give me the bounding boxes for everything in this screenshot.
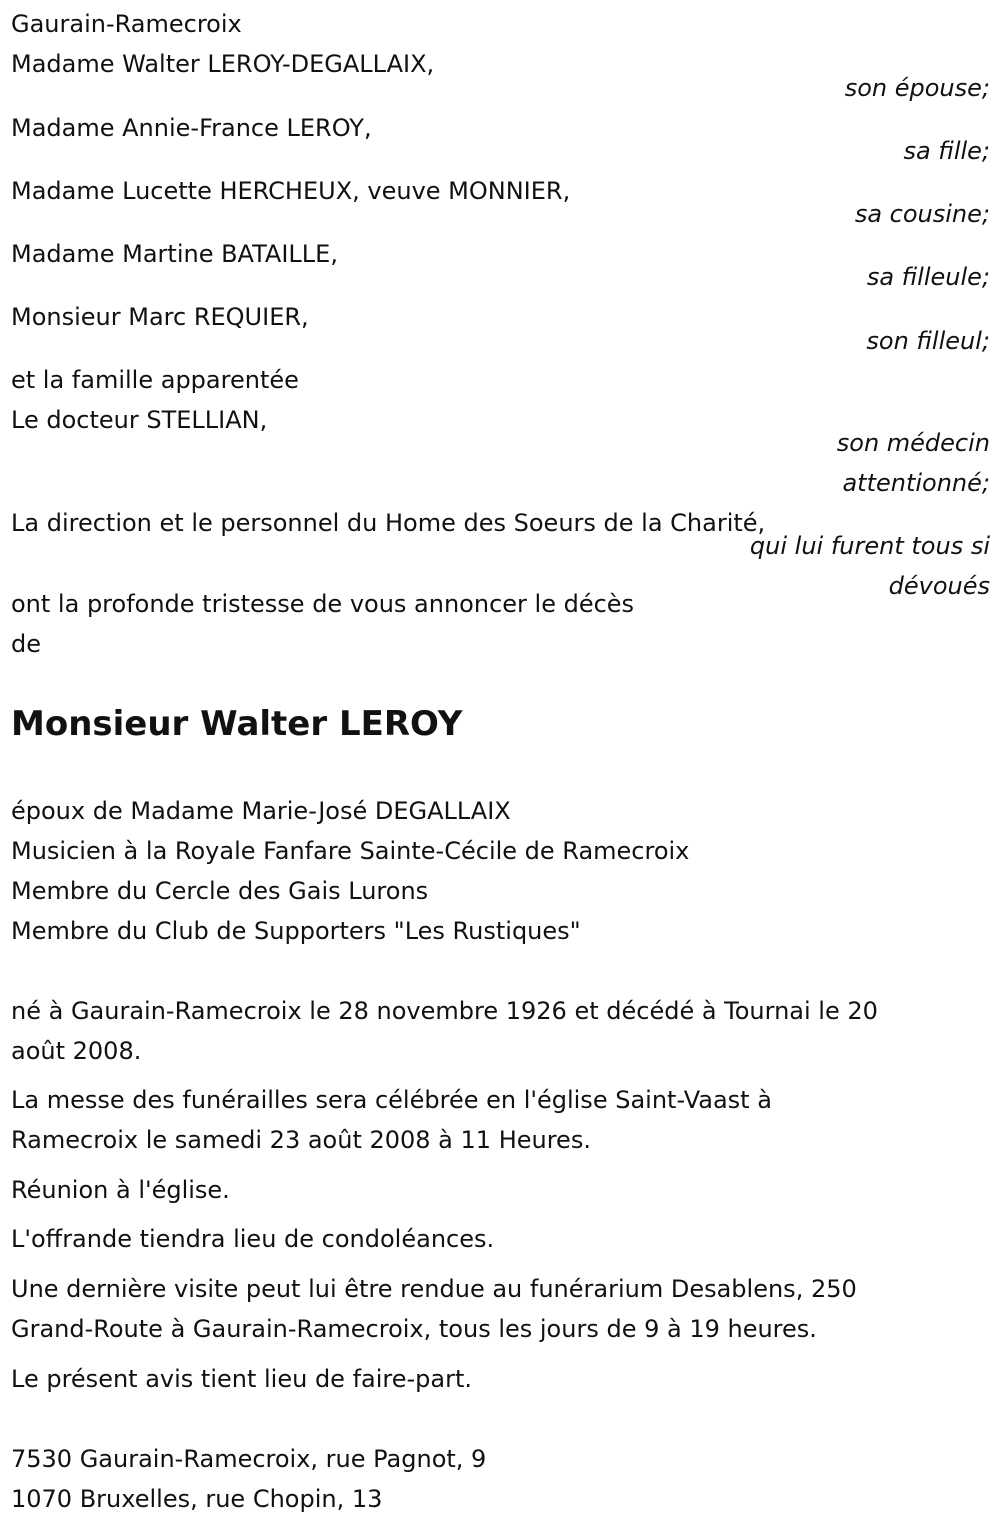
family-line: et la famille apparentée — [11, 366, 299, 394]
staff-relation: qui lui furent tous si — [749, 532, 990, 560]
mourner-relation: sa fille; — [903, 137, 990, 165]
detail-line: Membre du Club de Supporters "Les Rustiques" — [11, 917, 581, 945]
doctor-relation: attentionné; — [842, 469, 990, 497]
birth-death-text: août 2008. — [11, 1037, 142, 1065]
mourner-relation: son épouse; — [844, 74, 990, 102]
staff-relation: dévoués — [888, 572, 990, 600]
funeral-text: La messe des funérailles sera célébrée en l'église Saint-Vaast à — [11, 1086, 772, 1114]
staff-name: La direction et le personnel du Home des Soeurs de la Charité, — [11, 509, 766, 537]
visit-text: Une dernière visite peut lui être rendue au funérarium Desablens, 250 — [11, 1275, 857, 1303]
mourner-name: Madame Walter LEROY-DEGALLAIX, — [11, 50, 435, 78]
mourner-name: Madame Annie-France LEROY, — [11, 114, 372, 142]
meeting-text: Réunion à l'église. — [11, 1176, 230, 1204]
deceased-name: Monsieur Walter LEROY — [11, 704, 463, 744]
address-line: 1070 Bruxelles, rue Chopin, 13 — [11, 1485, 383, 1513]
detail-line: Membre du Cercle des Gais Lurons — [11, 877, 429, 905]
mourner-relation: sa filleule; — [866, 263, 990, 291]
mourner-name: Madame Martine BATAILLE, — [11, 240, 338, 268]
mourner-name: Madame Lucette HERCHEUX, veuve MONNIER, — [11, 177, 571, 205]
announcement-text: de — [11, 630, 41, 658]
location-header: Gaurain-Ramecroix — [11, 10, 242, 38]
funeral-text: Ramecroix le samedi 23 août 2008 à 11 Heures. — [11, 1126, 591, 1154]
notice-text: Le présent avis tient lieu de faire-part. — [11, 1365, 473, 1393]
detail-line: Musicien à la Royale Fanfare Sainte-Cécile de Ramecroix — [11, 837, 690, 865]
address-line: 7530 Gaurain-Ramecroix, rue Pagnot, 9 — [11, 1445, 487, 1473]
detail-line: époux de Madame Marie-José DEGALLAIX — [11, 797, 511, 825]
visit-text: Grand-Route à Gaurain-Ramecroix, tous les jours de 9 à 19 heures. — [11, 1315, 817, 1343]
doctor-relation: son médecin — [836, 429, 990, 457]
mourner-relation: son filleul; — [866, 327, 990, 355]
announcement-text: ont la profonde tristesse de vous annoncer le décès — [11, 590, 635, 618]
offering-text: L'offrande tiendra lieu de condoléances. — [11, 1225, 495, 1253]
mourner-relation: sa cousine; — [854, 200, 990, 228]
birth-death-text: né à Gaurain-Ramecroix le 28 novembre 1926 et décédé à Tournai le 20 — [11, 997, 878, 1025]
mourner-name: Monsieur Marc REQUIER, — [11, 303, 309, 331]
doctor-name: Le docteur STELLIAN, — [11, 406, 268, 434]
